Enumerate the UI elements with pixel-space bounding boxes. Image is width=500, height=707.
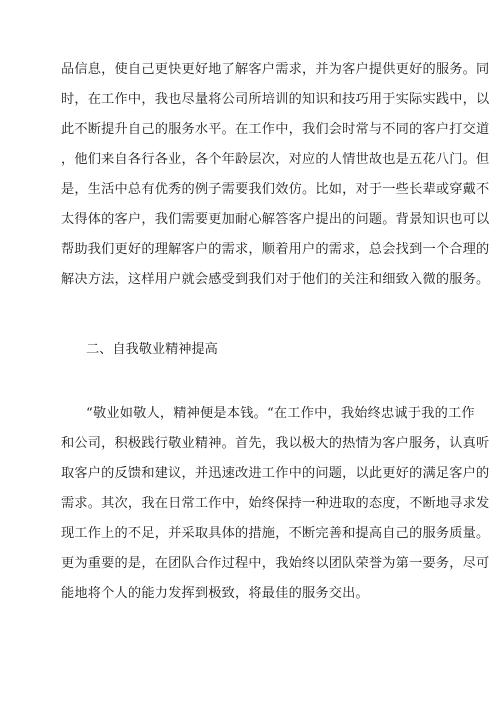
paragraph1-line-5: 是，生活中总有优秀的例子需要我们效仿。比如，对于一些长辈或穿戴不 xyxy=(61,182,490,197)
paragraph2-line-6: 更为重要的是，在团队合作过程中，我始终以团队荣誉为第一要务，尽可 xyxy=(61,556,490,571)
paragraph1-line-1: 品信息，使自己更快更好地了解客户需求，并为客户提供更好的服务。同 xyxy=(61,62,490,77)
paragraph1-line-2: 时，在工作中，我也尽量将公司所培训的知识和技巧用于实际实践中，以 xyxy=(61,92,490,107)
paragraph1-line-7: 帮助我们更好的理解客户的需求，顺着用户的需求，总会找到一个合理的 xyxy=(61,242,490,257)
paragraph2-line-1: “敬业如敬人，精神便是本钱。“在工作中，我始终忠诚于我的工作 xyxy=(86,406,475,421)
paragraph2-line-4: 需求。其次，我在日常工作中，始终保持一种进取的态度，不断地寻求发 xyxy=(61,496,490,511)
paragraph2-line-3: 取客户的反馈和建议，并迅速改进工作中的问题，以此更好的满足客户的 xyxy=(61,466,490,481)
section-heading: 二、自我敬业精神提高 xyxy=(86,342,218,357)
paragraph2-line-7: 能地将个人的能力发挥到极致，将最佳的服务交出。 xyxy=(61,586,369,601)
paragraph2-line-2: 和公司，积极践行敬业精神。首先，我以极大的热情为客户服务，认真听 xyxy=(61,436,490,451)
paragraph1-line-4: ，他们来自各行各业，各个年龄层次，对应的人情世故也是五花八门。但 xyxy=(61,152,490,167)
paragraph1-line-6: 太得体的客户，我们需要更加耐心解答客户提出的问题。背景知识也可以 xyxy=(61,212,490,227)
paragraph1-line-8: 解决方法，这样用户就会感受到我们对于他们的关注和细致入微的服务。 xyxy=(61,272,490,287)
paragraph1-line-3: 此不断提升自己的服务水平。在工作中，我们会时常与不同的客户打交道 xyxy=(61,122,490,137)
paragraph2-line-5: 现工作上的不足，并采取具体的措施，不断完善和提高自己的服务质量。 xyxy=(61,526,490,541)
